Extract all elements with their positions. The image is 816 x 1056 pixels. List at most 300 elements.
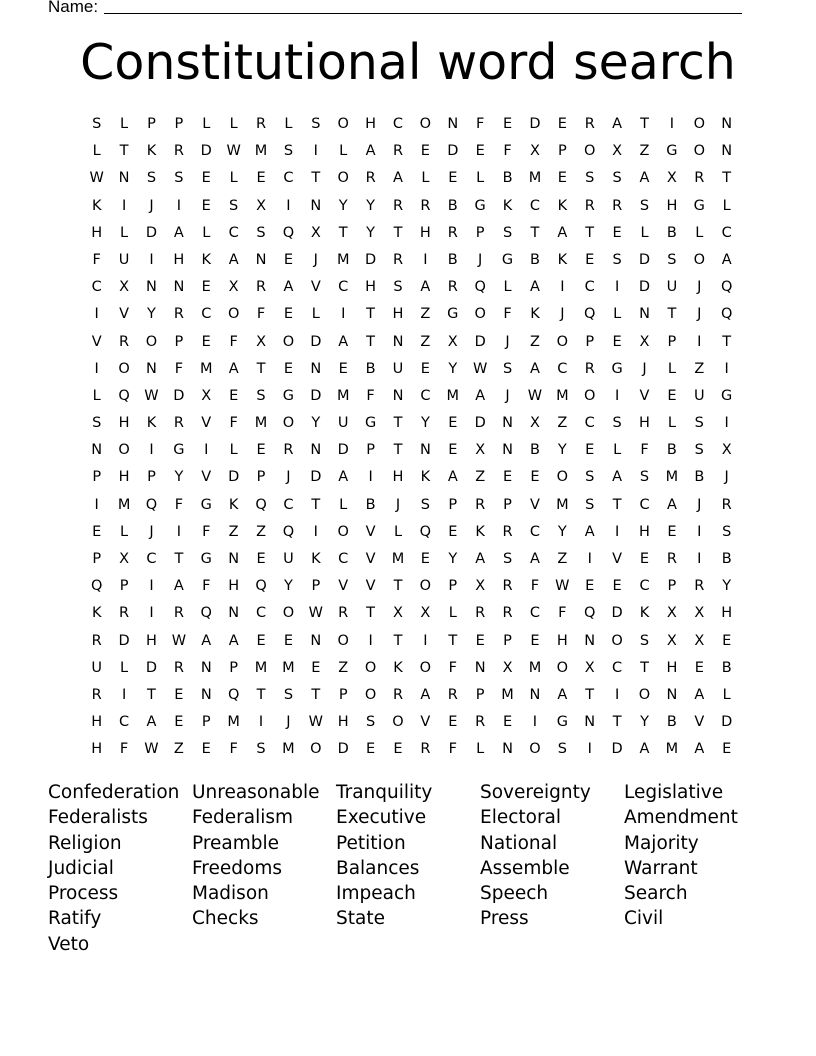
grid-letter[interactable]: Y [311, 415, 321, 432]
grid-letter[interactable]: L [339, 496, 348, 513]
grid-letter[interactable]: L [393, 523, 403, 540]
grid-letter[interactable]: O [556, 469, 569, 486]
grid-letter[interactable]: E [667, 523, 677, 540]
grid-letter[interactable]: E [448, 714, 458, 731]
grid-letter[interactable]: P [229, 659, 239, 676]
grid-letter[interactable]: T [530, 224, 540, 241]
grid-letter[interactable]: X [201, 387, 212, 404]
grid-letter[interactable]: V [91, 333, 102, 350]
grid-letter[interactable]: K [557, 197, 568, 214]
grid-letter[interactable]: F [256, 306, 266, 323]
grid-letter[interactable]: L [92, 387, 101, 404]
grid-letter[interactable]: I [724, 415, 729, 432]
grid-letter[interactable]: N [310, 197, 322, 214]
grid-letter[interactable]: G [364, 415, 377, 432]
grid-letter[interactable]: I [94, 360, 99, 377]
grid-letter[interactable]: O [638, 686, 651, 703]
grid-letter[interactable]: N [228, 605, 240, 622]
grid-letter[interactable]: J [395, 496, 401, 513]
grid-letter[interactable]: L [613, 442, 622, 459]
grid-letter[interactable]: L [421, 170, 430, 187]
grid-letter[interactable]: N [584, 632, 596, 649]
grid-letter[interactable]: J [286, 714, 291, 731]
grid-letter[interactable]: L [476, 741, 485, 758]
grid-letter[interactable]: S [420, 496, 430, 513]
grid-letter[interactable]: M [282, 741, 295, 758]
grid-letter[interactable]: L [695, 224, 704, 241]
grid-letter[interactable]: F [558, 605, 567, 622]
grid-letter[interactable]: S [283, 143, 294, 160]
grid-letter[interactable]: L [120, 523, 129, 540]
grid-letter[interactable]: X [529, 143, 540, 160]
grid-letter[interactable]: N [392, 333, 404, 350]
grid-letter[interactable]: O [227, 306, 240, 323]
grid-letter[interactable]: M [254, 659, 268, 676]
grid-letter[interactable]: R [119, 333, 130, 350]
grid-letter[interactable]: R [392, 143, 404, 160]
grid-letter[interactable]: Q [145, 496, 158, 513]
grid-letter[interactable]: C [529, 523, 540, 540]
grid-letter[interactable]: L [613, 306, 622, 323]
grid-letter[interactable]: V [365, 551, 376, 567]
grid-letter[interactable]: U [693, 387, 705, 404]
grid-letter[interactable]: G [474, 197, 486, 214]
grid-letter[interactable]: S [92, 116, 102, 132]
grid-letter[interactable]: H [337, 714, 349, 731]
grid-letter[interactable]: H [556, 632, 568, 649]
grid-letter[interactable]: I [176, 197, 181, 214]
grid-letter[interactable]: S [694, 442, 704, 459]
grid-letter[interactable]: W [89, 170, 104, 187]
grid-letter[interactable]: A [666, 496, 677, 513]
grid-letter[interactable]: U [666, 279, 678, 296]
grid-letter[interactable]: I [697, 551, 702, 567]
grid-letter[interactable]: L [284, 116, 293, 132]
grid-letter[interactable]: S [585, 496, 595, 513]
grid-letter[interactable]: N [173, 279, 185, 296]
grid-letter[interactable]: M [282, 659, 295, 676]
grid-letter[interactable]: O [392, 714, 404, 731]
grid-letter[interactable]: C [584, 279, 595, 296]
grid-letter[interactable]: N [91, 442, 103, 459]
grid-letter[interactable]: K [146, 143, 157, 160]
grid-letter[interactable]: X [694, 605, 705, 622]
grid-letter[interactable]: S [612, 170, 622, 187]
grid-letter[interactable]: O [337, 523, 349, 540]
grid-letter[interactable]: W [144, 387, 159, 404]
grid-letter[interactable]: C [584, 415, 595, 432]
grid-letter[interactable]: F [174, 496, 184, 513]
grid-letter[interactable]: J [697, 306, 702, 323]
grid-letter[interactable]: V [338, 578, 349, 595]
grid-letter[interactable]: S [639, 632, 650, 649]
grid-letter[interactable]: M [556, 387, 569, 404]
grid-letter[interactable]: P [147, 469, 156, 486]
grid-letter[interactable]: J [286, 469, 291, 486]
grid-letter[interactable]: Y [366, 197, 376, 214]
grid-letter[interactable]: D [310, 333, 322, 350]
grid-letter[interactable]: T [311, 170, 321, 187]
grid-letter[interactable]: H [146, 632, 157, 649]
grid-letter[interactable]: O [584, 143, 596, 160]
grid-letter[interactable]: A [338, 333, 349, 350]
grid-letter[interactable]: R [694, 170, 705, 187]
grid-letter[interactable]: T [393, 578, 403, 595]
grid-letter[interactable]: E [256, 170, 266, 187]
grid-letter[interactable]: O [556, 659, 569, 676]
grid-letter[interactable]: O [419, 659, 432, 676]
grid-letter[interactable]: V [310, 279, 321, 296]
grid-letter[interactable]: C [201, 306, 212, 323]
grid-letter[interactable]: H [118, 415, 130, 432]
grid-letter[interactable]: P [475, 224, 485, 241]
grid-letter[interactable]: X [666, 605, 677, 622]
grid-letter[interactable]: X [228, 279, 239, 296]
grid-letter[interactable]: D [474, 333, 486, 350]
grid-letter[interactable]: R [338, 605, 349, 622]
grid-letter[interactable]: T [612, 496, 622, 513]
grid-letter[interactable]: C [91, 279, 102, 296]
grid-letter[interactable]: I [614, 279, 620, 296]
grid-letter[interactable]: Z [256, 523, 266, 540]
grid-letter[interactable]: I [204, 442, 209, 459]
grid-letter[interactable]: Z [557, 551, 568, 567]
grid-letter[interactable]: L [640, 224, 649, 241]
grid-letter[interactable]: E [311, 659, 321, 676]
grid-letter[interactable]: E [420, 551, 430, 567]
grid-letter[interactable]: O [693, 251, 705, 268]
name-underline[interactable] [104, 13, 742, 14]
grid-letter[interactable]: D [529, 116, 541, 132]
grid-letter[interactable]: I [149, 442, 154, 459]
grid-letter[interactable]: E [448, 170, 458, 187]
grid-letter[interactable]: Y [420, 415, 430, 432]
grid-letter[interactable]: C [639, 496, 650, 513]
grid-letter[interactable]: X [310, 224, 321, 241]
grid-letter[interactable]: W [226, 143, 241, 160]
grid-letter[interactable]: E [612, 333, 622, 350]
grid-letter[interactable]: N [419, 442, 431, 459]
grid-letter[interactable]: P [174, 333, 184, 350]
grid-letter[interactable]: E [694, 659, 704, 676]
grid-letter[interactable]: A [529, 279, 540, 296]
grid-letter[interactable]: N [721, 143, 733, 160]
grid-letter[interactable]: M [528, 170, 542, 187]
grid-letter[interactable]: R [173, 415, 184, 432]
grid-letter[interactable]: R [365, 170, 376, 187]
grid-letter[interactable]: R [392, 197, 404, 214]
grid-letter[interactable]: M [254, 143, 268, 160]
grid-letter[interactable]: R [173, 306, 184, 323]
grid-letter[interactable]: F [174, 360, 184, 377]
grid-letter[interactable]: E [502, 116, 513, 132]
grid-letter[interactable]: X [447, 333, 458, 350]
grid-letter[interactable]: R [502, 605, 513, 622]
grid-letter[interactable]: P [147, 116, 156, 132]
grid-letter[interactable]: E [557, 116, 567, 132]
grid-letter[interactable]: C [612, 659, 623, 676]
grid-letter[interactable]: L [667, 360, 676, 377]
grid-letter[interactable]: D [474, 415, 486, 432]
grid-letter[interactable]: R [420, 741, 431, 758]
grid-letter[interactable]: X [639, 333, 650, 350]
grid-letter[interactable]: T [667, 306, 677, 323]
grid-letter[interactable]: H [365, 116, 377, 132]
grid-letter[interactable]: T [256, 686, 266, 703]
grid-letter[interactable]: U [91, 659, 102, 676]
grid-letter[interactable]: A [447, 469, 458, 486]
grid-letter[interactable]: R [502, 523, 513, 540]
grid-letter[interactable]: T [393, 224, 403, 241]
grid-letter[interactable]: E [283, 632, 294, 649]
grid-letter[interactable]: K [91, 197, 102, 214]
grid-letter[interactable]: O [474, 306, 486, 323]
grid-letter[interactable]: Z [557, 415, 568, 432]
grid-letter[interactable]: E [502, 469, 513, 486]
grid-letter[interactable]: V [612, 551, 623, 567]
grid-letter[interactable]: V [201, 469, 212, 486]
grid-letter[interactable]: W [527, 387, 543, 404]
grid-letter[interactable]: Z [228, 523, 239, 540]
grid-letter[interactable]: T [147, 686, 156, 703]
grid-letter[interactable]: I [149, 605, 154, 622]
grid-letter[interactable]: S [639, 469, 650, 486]
grid-letter[interactable]: H [666, 659, 678, 676]
grid-letter[interactable]: B [666, 442, 677, 459]
grid-letter[interactable]: I [614, 523, 620, 540]
grid-letter[interactable]: G [556, 714, 568, 731]
grid-letter[interactable]: T [448, 632, 458, 649]
grid-letter[interactable]: J [642, 360, 647, 377]
grid-letter[interactable]: T [311, 496, 321, 513]
grid-letter[interactable]: P [174, 116, 184, 132]
grid-letter[interactable]: X [420, 605, 431, 622]
grid-letter[interactable]: F [448, 741, 457, 758]
grid-letter[interactable]: R [475, 714, 486, 731]
grid-letter[interactable]: R [475, 496, 486, 513]
grid-letter[interactable]: R [91, 632, 102, 649]
grid-letter[interactable]: E [201, 197, 211, 214]
grid-letter[interactable]: M [665, 469, 679, 486]
grid-letter[interactable]: I [697, 523, 702, 540]
grid-letter[interactable]: R [612, 197, 623, 214]
grid-letter[interactable]: H [365, 279, 377, 296]
grid-letter[interactable]: Q [255, 496, 267, 513]
grid-letter[interactable]: R [584, 197, 595, 214]
grid-letter[interactable]: T [640, 116, 649, 132]
grid-letter[interactable]: I [697, 333, 702, 350]
grid-letter[interactable]: D [638, 279, 651, 296]
grid-letter[interactable]: R [447, 279, 458, 296]
grid-letter[interactable]: P [92, 551, 102, 567]
grid-letter[interactable]: I [94, 306, 99, 323]
grid-letter[interactable]: L [229, 442, 238, 459]
grid-letter[interactable]: K [639, 605, 650, 622]
grid-letter[interactable]: X [119, 551, 130, 567]
grid-letter[interactable]: P [448, 578, 458, 595]
grid-letter[interactable]: N [666, 686, 678, 703]
grid-letter[interactable]: O [337, 632, 349, 649]
grid-letter[interactable]: E [393, 741, 403, 758]
grid-letter[interactable]: E [530, 469, 540, 486]
grid-letter[interactable]: T [640, 659, 649, 676]
grid-letter[interactable]: L [120, 116, 129, 132]
grid-letter[interactable]: N [502, 415, 513, 432]
grid-letter[interactable]: V [420, 714, 431, 731]
grid-letter[interactable]: B [666, 714, 677, 731]
grid-letter[interactable]: S [502, 551, 513, 567]
grid-letter[interactable]: I [669, 116, 675, 132]
grid-letter[interactable]: G [200, 551, 212, 567]
grid-letter[interactable]: O [364, 659, 377, 676]
grid-letter[interactable]: I [258, 714, 264, 731]
grid-letter[interactable]: R [502, 578, 513, 595]
grid-letter[interactable]: K [502, 197, 513, 214]
grid-letter[interactable]: N [447, 116, 459, 132]
grid-letter[interactable]: A [694, 686, 705, 703]
grid-letter[interactable]: T [585, 686, 595, 703]
grid-letter[interactable]: G [721, 387, 733, 404]
grid-letter[interactable]: M [336, 251, 350, 268]
grid-letter[interactable]: M [556, 496, 569, 513]
grid-letter[interactable]: T [722, 333, 732, 350]
grid-letter[interactable]: K [475, 523, 485, 540]
grid-letter[interactable]: A [475, 551, 486, 567]
grid-letter[interactable]: P [366, 442, 375, 459]
grid-letter[interactable]: A [584, 523, 595, 540]
grid-letter[interactable]: H [91, 741, 103, 758]
grid-letter[interactable]: H [228, 578, 240, 595]
grid-letter[interactable]: S [311, 116, 321, 132]
grid-letter[interactable]: S [612, 251, 622, 268]
grid-letter[interactable]: N [529, 686, 541, 703]
grid-letter[interactable]: C [338, 551, 349, 567]
grid-letter[interactable]: S [612, 415, 622, 432]
grid-letter[interactable]: C [721, 224, 732, 241]
grid-letter[interactable]: T [311, 686, 321, 703]
grid-letter[interactable]: V [694, 714, 705, 731]
grid-letter[interactable]: M [665, 741, 679, 758]
grid-letter[interactable]: T [612, 714, 622, 731]
grid-letter[interactable]: E [420, 360, 430, 377]
grid-letter[interactable]: I [149, 251, 154, 268]
grid-letter[interactable]: D [145, 659, 158, 676]
grid-letter[interactable]: E [722, 632, 732, 649]
grid-letter[interactable]: L [503, 279, 512, 296]
grid-letter[interactable]: Z [420, 306, 431, 323]
grid-letter[interactable]: B [721, 659, 732, 676]
grid-letter[interactable]: I [149, 578, 154, 595]
grid-letter[interactable]: E [530, 632, 540, 649]
grid-letter[interactable]: X [584, 659, 595, 676]
grid-letter[interactable]: R [256, 279, 267, 296]
grid-letter[interactable]: P [92, 469, 102, 486]
grid-letter[interactable]: E [612, 578, 622, 595]
grid-letter[interactable]: A [529, 551, 540, 567]
grid-letter[interactable]: U [283, 551, 294, 567]
grid-letter[interactable]: S [92, 415, 102, 432]
grid-letter[interactable]: K [228, 496, 239, 513]
grid-letter[interactable]: G [611, 360, 623, 377]
grid-letter[interactable]: S [393, 279, 403, 296]
grid-letter[interactable]: D [365, 251, 377, 268]
grid-letter[interactable]: Z [694, 360, 705, 377]
grid-letter[interactable]: Q [90, 578, 103, 595]
grid-letter[interactable]: X [612, 143, 623, 160]
grid-letter[interactable]: H [392, 469, 404, 486]
grid-letter[interactable]: X [475, 578, 486, 595]
grid-letter[interactable]: Q [227, 686, 240, 703]
grid-letter[interactable]: K [420, 469, 431, 486]
grid-letter[interactable]: P [475, 686, 485, 703]
grid-letter[interactable]: I [176, 523, 181, 540]
grid-letter[interactable]: H [721, 605, 733, 622]
grid-letter[interactable]: N [502, 741, 513, 758]
grid-letter[interactable]: O [118, 442, 130, 459]
grid-letter[interactable]: L [722, 197, 731, 214]
grid-letter[interactable]: A [612, 469, 623, 486]
grid-letter[interactable]: Z [173, 741, 184, 758]
grid-letter[interactable]: Z [420, 333, 431, 350]
grid-letter[interactable]: F [640, 442, 649, 459]
grid-letter[interactable]: M [254, 415, 268, 432]
grid-letter[interactable]: N [310, 442, 322, 459]
grid-letter[interactable]: G [666, 143, 678, 160]
grid-letter[interactable]: O [282, 605, 295, 622]
grid-letter[interactable]: C [283, 496, 294, 513]
grid-letter[interactable]: R [119, 605, 130, 622]
grid-letter[interactable]: N [146, 279, 157, 296]
grid-letter[interactable]: K [91, 605, 102, 622]
grid-letter[interactable]: D [638, 251, 651, 268]
grid-letter[interactable]: K [311, 551, 321, 567]
grid-letter[interactable]: P [119, 578, 129, 595]
grid-letter[interactable]: G [447, 306, 459, 323]
grid-letter[interactable]: S [502, 224, 513, 241]
grid-letter[interactable]: S [365, 714, 376, 731]
grid-letter[interactable]: S [146, 170, 157, 187]
grid-letter[interactable]: Q [118, 387, 130, 404]
grid-letter[interactable]: D [611, 605, 623, 622]
grid-letter[interactable]: Q [255, 578, 267, 595]
grid-letter[interactable]: F [229, 741, 238, 758]
grid-letter[interactable]: E [283, 306, 294, 323]
grid-letter[interactable]: Q [419, 523, 432, 540]
grid-letter[interactable]: A [721, 251, 732, 268]
grid-letter[interactable]: L [229, 170, 238, 187]
grid-letter[interactable]: A [529, 360, 540, 377]
grid-letter[interactable]: Y [448, 551, 458, 567]
grid-letter[interactable]: T [366, 605, 376, 622]
grid-letter[interactable]: K [557, 251, 568, 268]
grid-letter[interactable]: M [391, 551, 405, 567]
grid-letter[interactable]: Q [200, 605, 212, 622]
grid-letter[interactable]: P [585, 333, 595, 350]
grid-letter[interactable]: O [364, 686, 377, 703]
grid-letter[interactable]: E [366, 741, 376, 758]
grid-letter[interactable]: E [502, 714, 513, 731]
grid-letter[interactable]: E [585, 578, 595, 595]
grid-letter[interactable]: A [201, 632, 212, 649]
grid-letter[interactable]: H [91, 224, 103, 241]
grid-letter[interactable]: H [419, 224, 431, 241]
grid-letter[interactable]: Y [448, 360, 458, 377]
grid-letter[interactable]: S [694, 415, 704, 432]
grid-letter[interactable]: S [722, 523, 732, 540]
grid-letter[interactable]: N [721, 116, 733, 132]
grid-letter[interactable]: L [722, 686, 731, 703]
grid-letter[interactable]: E [585, 442, 595, 459]
